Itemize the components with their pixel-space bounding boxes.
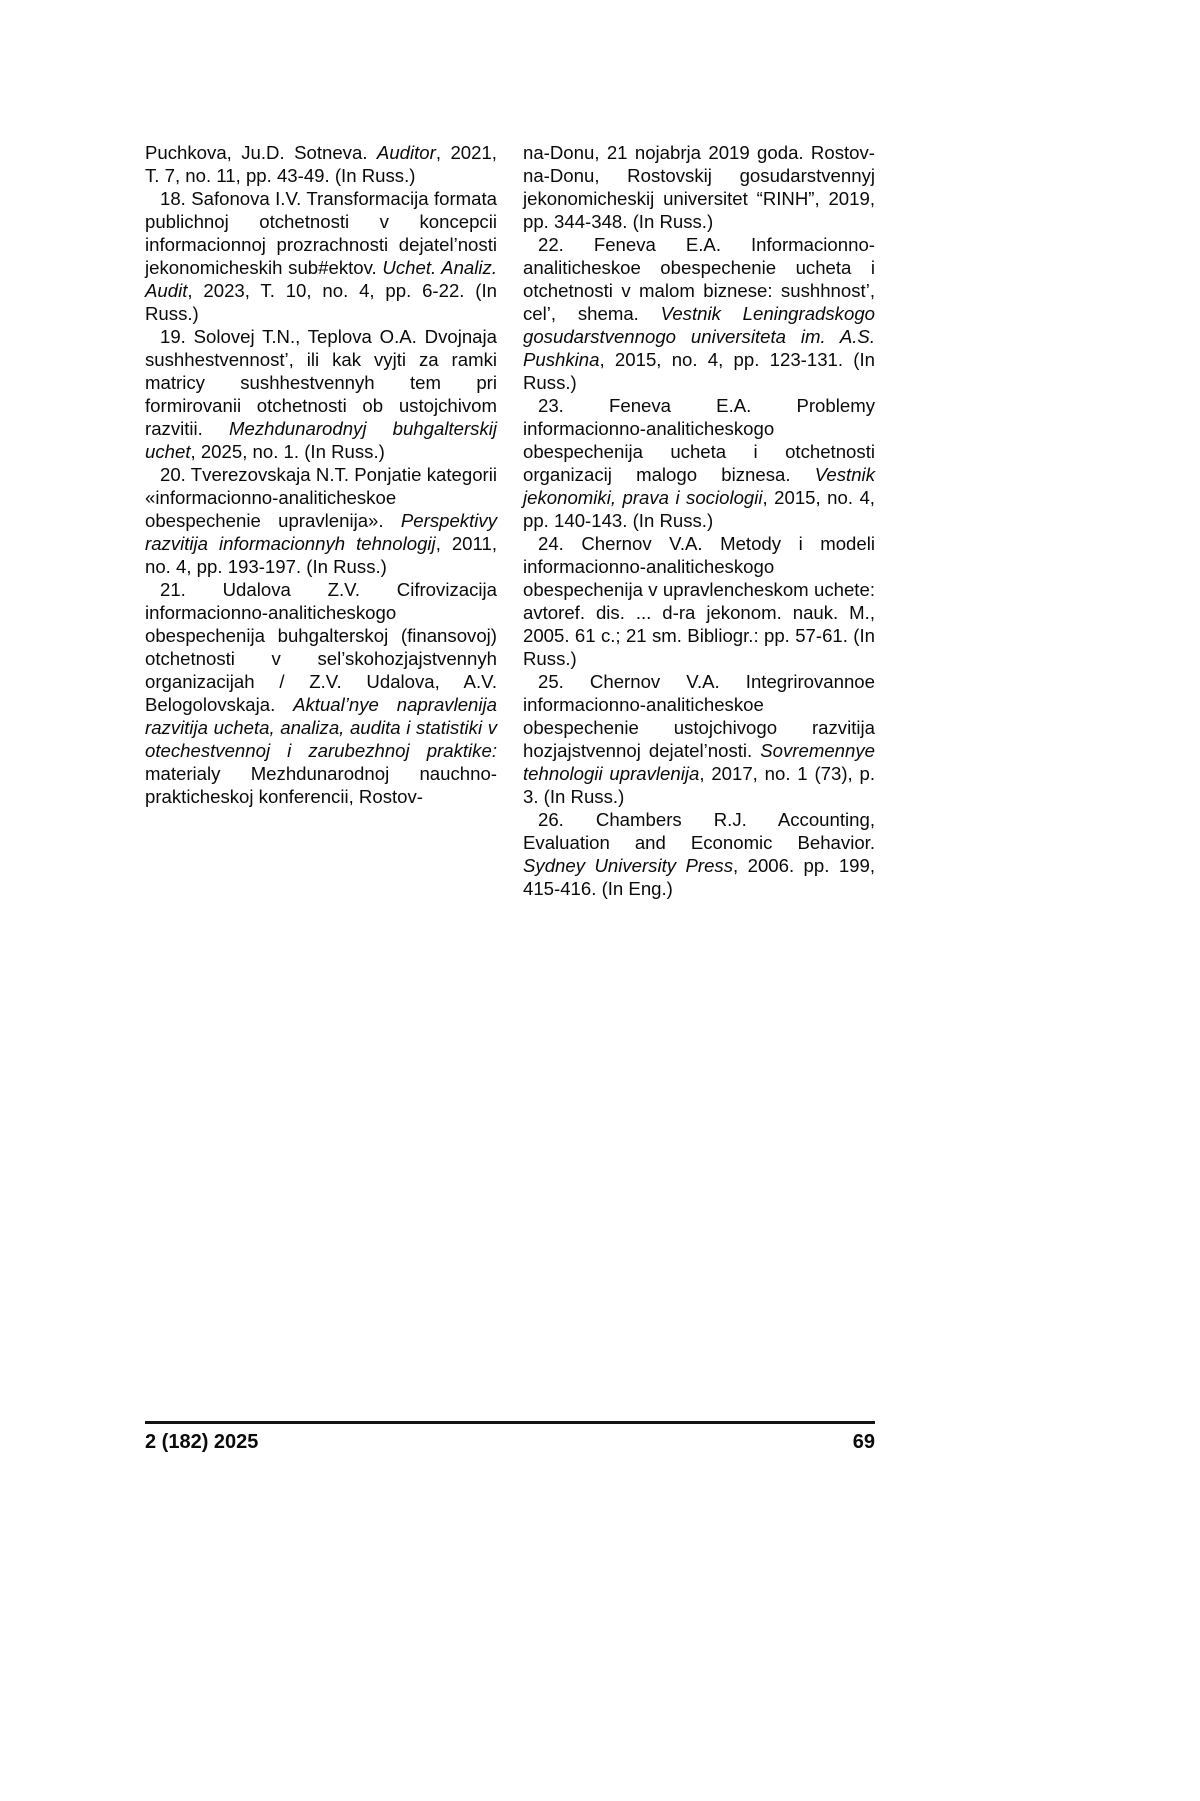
footer-page-number: 69 — [852, 1431, 875, 1453]
reference-entry — [523, 670, 875, 808]
reference-text: , 2021, T. 7, no. 11, pp. 43-49. (In Russ.) — [145, 142, 497, 186]
reference-text: , 2023, T. 10, no. 4, pp. 6-22. (In Russ.) — [145, 280, 497, 324]
reference-entry — [523, 808, 875, 900]
references-content — [145, 141, 875, 900]
reference-title-italic: Vestnik jekonomiki, prava i sociologii — [523, 464, 875, 508]
footer-issue: 2 (182) 2025 — [145, 1431, 259, 1453]
reference-entry — [523, 394, 875, 532]
reference-text: 24. Chernov V.A. Metody i modeli informacionno-analiticheskogo obespechenija v upravlencheskom uchete: avtoref. dis. ... d-ra jekonom. nauk. M., 2005. 61 c.; 21 sm. Bibliogr.: pp. 57-61. (In Russ.) — [523, 533, 875, 669]
reference-title-italic: Vestnik Leningradskogo gosudarstvennogo universiteta im. A.S. Pushkina — [523, 303, 876, 370]
reference-title-italic: Aktual’nye napravlenija razvitija ucheta, analiza, audita i statistiki v otechestvennoj i zarubezhnoj praktike: — [145, 694, 497, 761]
reference-text: 19. Solovej T.N., Teplova O.A. Dvojnaja sushhestvennost’, ili kak vyjti za ramki matricy sushhestvennyh tem pri formirovanii otchetnosti ob ustojchivom razvitii. — [145, 326, 497, 439]
reference-text: 18. Safonova I.V. Transformacija formata publichnoj otchetnosti v koncepcii informacionnoj prozrachnosti dejatel’nosti jekonomicheskih sub#ektov. — [145, 188, 497, 278]
reference-text: , 2015, no. 4, pp. 123-131. (In Russ.) — [523, 349, 875, 393]
reference-title-italic: Perspektivy razvitija informacionnyh tehnologij — [145, 510, 497, 554]
reference-entry — [145, 141, 497, 187]
reference-text: 26. Chambers R.J. Accounting, Evaluation and Economic Behavior. — [523, 809, 875, 853]
reference-entry — [145, 463, 497, 578]
reference-text: 22. Feneva E.A. Informacionno-analiticheskoe obespechenie ucheta i otchetnosti v malom biznese: sushhnost’, cel’, shema. — [523, 234, 875, 324]
reference-entry — [523, 141, 875, 233]
reference-entry — [523, 532, 875, 670]
reference-title-italic: Mezhdunarodnyj buhgalterskij uchet — [145, 418, 497, 462]
reference-title-italic: Uchet. Analiz. Audit — [145, 257, 497, 301]
reference-text: 20. Tverezovskaja N.T. Ponjatie kategorii «informacionno-analiticheskoe obespechenie upravlenija». — [145, 464, 497, 531]
reference-text: , 2015, no. 4, pp. 140-143. (In Russ.) — [523, 487, 875, 531]
reference-text: , 2011, no. 4, pp. 193-197. (In Russ.) — [145, 533, 497, 577]
reference-text: , 2006. pp. 199, 415-416. (In Eng.) — [523, 855, 876, 899]
reference-text: Puchkova, Ju.D. Sotneva. — [145, 142, 377, 163]
footer-row — [145, 1424, 875, 1454]
reference-text: 25. Chernov V.A. Integrirovannoe informacionno-analiticheskoe obespechenie ustojchivogo razvitija hozjajstvennoj dejatel’nosti. — [523, 671, 875, 761]
reference-text: 21. Udalova Z.V. Cifrovizacija informacionno-analiticheskogo obespechenija buhgalterskoj (finansovoj) otchetnosti v sel’skohozjajstvennyh organizacijah / Z.V. Udalova, A.V. Belogolovskaja. — [145, 579, 497, 715]
reference-text: , 2025, no. 1. (In Russ.) — [190, 441, 385, 462]
reference-text: materialy Mezhdunarodnoj nauchno-prakticheskoj konferencii, Rostov- — [145, 763, 497, 807]
page-footer — [145, 1421, 875, 1454]
reference-entry — [523, 233, 875, 394]
reference-text: , 2017, no. 1 (73), p. 3. (In Russ.) — [523, 763, 875, 807]
reference-text: 23. Feneva E.A. Problemy informacionno-analiticheskogo obespechenija ucheta i otchetnosti organizacij malogo biznesa. — [523, 395, 875, 485]
reference-title-italic: Sovremennye tehnologii upravlenija — [523, 740, 875, 784]
reference-title-italic: Sydney University Press — [523, 855, 734, 876]
reference-entry — [145, 325, 497, 463]
reference-entry — [145, 187, 497, 325]
reference-text: na-Donu, 21 nojabrja 2019 goda. Rostov-na-Donu, Rostovskij gosudarstvennyj jekonomicheskij universitet “RINH”, 2019, pp. 344-348. (In Russ.) — [523, 142, 875, 232]
reference-entry — [145, 578, 497, 808]
references-column-right — [523, 141, 875, 900]
references-column-left — [145, 141, 497, 900]
reference-title-italic: Auditor — [376, 142, 436, 163]
